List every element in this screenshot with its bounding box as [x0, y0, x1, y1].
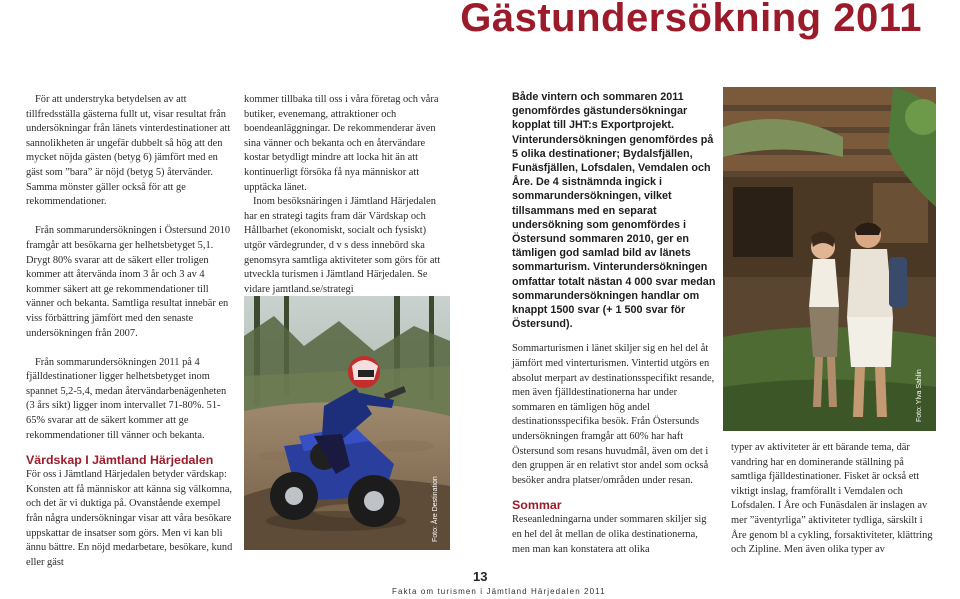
- atv-rider-photo: [244, 296, 450, 550]
- paragraph: För oss i Jämtland Härjedalen betyder värdskap: Konsten att få människor att känna sig välkomna, och det är vi duktiga på. Ovanstående exempel från några undersökningar visar att våra besökare uppskattar de insatser som görs. Men vi kan bli ännu bättre. En nöjd medarbetare, besökare, kund eller gäst: [26, 469, 233, 568]
- hikers-illustration: [723, 87, 936, 431]
- photo-credit: Foto: Åre Destination: [432, 476, 439, 542]
- section-heading-sommar: Sommar: [512, 498, 562, 513]
- paragraph: För att understryka betydelsen av att tillfredsställa gästerna fullt ut, visar resultat från undersökningar från länets vinterdestinationer att sannolikheten är ungefär dubbelt så hög att den mycket nöjda gästen (betyg 6) jämfört med en gäst som ”bara” är nöjd (betyg 5) återvänder. Samma mönster gäller också för att ge rekommendationer.: [26, 94, 231, 208]
- paragraph: Från sommarundersökningen 2011 på 4 fjälldestinationer ligger helhetsbetyget inom spannet 5,2-5,4, medan återvändarbenägenheten (3 års sikt) ligger inom intervallet 71-80%. 51-65% svarar att de säkert kommer att ge rekommendationer till vänner och bekanta.: [26, 356, 227, 441]
- paragraph: Sommarturismen i länet skiljer sig en hel del åt jämfört med vinterturismen. Vintertid utgörs en absolut merpart av destinationsspecifikt resande, men även fjälldestinationerna har under sommaren en tämligen hög andel destinationsspecifika besök. Från Östersunds undersökningen framgår att 60% har haft Östersund som resans huvudmål, även om det i den gruppen är en relativt stor andel som också besöker andra platser/områden under resan.: [512, 343, 715, 486]
- column-1: [26, 93, 237, 570]
- paragraph: Från sommarundersökningen i Östersund 2010 framgår att besökarna ger helhetsbetyget 5,1. Drygt 80% svarar att de säkert eller troligen kommer att återvända inom 3 år och 3 av 4 kommer säkert att ge rekommendationer till vänner och bekanta. Samtliga resultat innebär en viss förbättring jämfört med den senaste undersökningen från 2007.: [26, 225, 231, 339]
- atv-rider-illustration: [244, 296, 450, 550]
- column-3: [512, 90, 716, 557]
- paragraph: Inom besöksnäringen i Jämtland Härjedalen har en strategi tagits fram där Värdskap och Hållbarhet (ekonomiskt, socialt och fysiskt) utgör värdegrunder, d v s dess innebörd ska genomsyra samtliga aktiviteter som görs för att utveckla turismen i Jämtland Härjedalen. Se vidare jamtland.se/strategi: [244, 196, 441, 295]
- page-title: Gästundersökning 2011: [460, 0, 922, 40]
- column-4: [731, 441, 935, 558]
- page-number: 13: [473, 569, 488, 584]
- section-heading-vardskap: Värdskap I Jämtland Härjedalen: [26, 453, 214, 468]
- column-2: [244, 93, 450, 297]
- paragraph: kommer tillbaka till oss i våra företag och våra butiker, evenemang, attraktioner och boendeanläggningar. De rekommenderar även sina vänner och bekanta och en återvändare kostar betydligt mindre att locka hit än att kontinuerligt försöka få nya människor att upptäcka länet.: [244, 94, 439, 193]
- hikers-photo: [723, 87, 936, 431]
- paragraph: typer av aktiviteter är ett bärande tema, där vandring har en dominerande ställning på samtliga fjälldestinationer. Fisket är också ett viktigt inslag, framförallt i Vemdalen och Lofsdalen. I Åre och Funäsdalen är inslagen av mer ”äventyrliga” aktiviteter tydliga, särskilt i Åre genom bl a cykling, forsaktiviteter, klättring och Zipline. Men även olika typer av: [731, 442, 933, 556]
- publication-footer: Fakta om turismen i Jämtland Härjedalen 2011: [392, 587, 606, 596]
- lead-paragraph: Både vintern och sommaren 2011 genomfördes gästundersökningar kopplat till JHT:s Exportprojekt. Vinterundersökningen genomfördes på 5 olika destinationer; Bydalsfjällen, Funäsfjällen, Lofsdalen, Vemdalen och Åre. De 4 sistnämnda ingick i sommarundersökningen, vilket tillsammans med en separat undersökning som genomfördes i Östersund sommaren 2010, ger en tämligen god samlad bild av länets sommarturism. Vinterundersökningen omfattar totalt nästan 4 000 svar medan sommarundersökningen handlar om knappt 1500 svar (+ 1 500 svar för Östersund).: [512, 91, 716, 331]
- photo-credit: Foto: Ylva Sahlin: [916, 369, 923, 422]
- paragraph: Reseanledningarna under sommaren skiljer sig en hel del åt mellan de olika destinationerna, men man kan konstatera att olika: [512, 514, 707, 555]
